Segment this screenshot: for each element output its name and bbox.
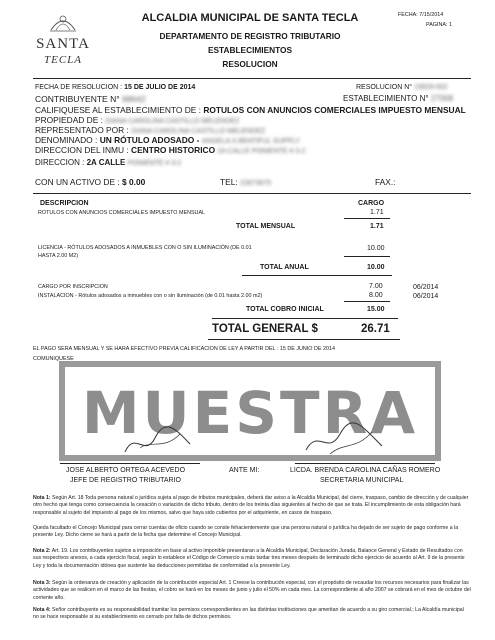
tel-value: 22873670	[240, 180, 272, 187]
total-anual-value: 10.00	[367, 264, 385, 271]
sample-watermark-text: MUESTRA	[81, 379, 419, 447]
direccion-extra: PONIENTE # 3-2	[127, 160, 182, 167]
note-3	[33, 580, 471, 602]
fecha-resolucion-label: FECHA DE RESOLUCION :	[35, 84, 123, 91]
total-general-value: 26.71	[361, 323, 390, 335]
instalacion-value: 8.00	[369, 292, 383, 299]
propiedad-value: DIANA CAROLINA CASTILLO MELENDEZ	[105, 118, 240, 125]
instalacion-description: INSTALACION - Rótulos adosados a inmuebles con o sin iluminación (de 0.01 hasta 2.00 m2)	[38, 293, 263, 299]
direccion-row	[35, 158, 181, 167]
total-anual-divider	[242, 275, 392, 276]
propiedad-label: PROPIEDAD DE :	[35, 115, 103, 125]
instalacion-date: 06/2014	[413, 293, 439, 300]
denominado-label: DENOMINADO :	[35, 135, 98, 145]
note-1	[33, 495, 471, 517]
description-header: DESCRIPCION	[40, 200, 89, 207]
contribuyente-label: CONTRIBUYENTE N°	[35, 94, 120, 104]
direccion-inmueble-value: CENTRO HISTORICO	[131, 145, 216, 155]
fecha-resolucion-value: 15 DE JULIO DE 2014	[124, 84, 196, 91]
note-4	[33, 607, 471, 622]
activo-row	[35, 177, 145, 187]
representado-label: REPRESENTADO POR :	[35, 125, 129, 135]
direccion-value: 2A CALLE	[86, 158, 126, 167]
tel-label: TEL:	[220, 177, 238, 187]
resolucion-value: 19929-002	[414, 84, 448, 91]
item1-description: ROTULOS CON ANUNCIOS COMERCIALES IMPUESTO MENSUAL	[38, 210, 206, 216]
total-general-label: TOTAL GENERAL $	[212, 323, 318, 335]
note-4-text: Señor contribuyente es su responsabilidad tramitar los permisos correspondientes en las distintas instituciones que ameritan de acuerdo a su giro comercial.; La Alcaldía municipal no se hace responsable si su establecimiento es cerrado por falta de dichos permisos.	[33, 607, 464, 621]
left-signer-title: JEFE DE REGISTRO TRIBUTARIO	[70, 477, 181, 484]
establecimiento-value: 27008	[430, 94, 454, 103]
crest-icon	[48, 10, 78, 34]
total-cobro-label: TOTAL COBRO INICIAL	[246, 306, 324, 313]
total-mensual-label: TOTAL MENSUAL	[236, 223, 296, 230]
licencia-value: 10.00	[367, 245, 385, 252]
propiedad-row	[35, 115, 239, 125]
note-1b	[33, 525, 471, 540]
page-title: ALCALDIA MUNICIPAL DE SANTA TECLA	[141, 12, 359, 24]
item1-value: 1.71	[370, 209, 384, 216]
item1-underline	[344, 218, 390, 219]
left-signature-line	[60, 463, 200, 464]
print-date: FECHA: 7/15/2014	[398, 12, 444, 18]
representado-row	[35, 125, 265, 135]
total-cobro-divider	[212, 318, 398, 319]
resolucion-label: RESOLUCION N°	[356, 84, 413, 91]
califiquese-value: ROTULOS CON ANUNCIOS COMERCIALES IMPUESTO MENSUAL	[203, 105, 466, 115]
logo-text-tecla: TECLA	[43, 54, 82, 66]
denominado-value: UN RÓTULO ADOSADO -	[99, 135, 200, 145]
logo-text-santa: SANTA	[36, 36, 90, 52]
department-title: DEPARTAMENTO DE REGISTRO TRIBUTARIO	[159, 31, 341, 41]
contribuyente-row	[35, 94, 146, 104]
right-signature-icon	[300, 420, 390, 460]
califiquese-row	[35, 105, 466, 115]
direccion-label: DIRECCION :	[35, 158, 85, 167]
left-signature-icon	[120, 420, 200, 460]
representado-value: DIANA CAROLINA CASTILLO MELENDEZ	[131, 128, 266, 135]
total-cobro-value: 15.00	[367, 306, 385, 313]
fax-label: FAX.:	[375, 177, 396, 187]
licencia-description-2: HASTA 2.00 M2)	[38, 253, 79, 259]
denominado-row	[35, 135, 300, 145]
municipal-logo	[22, 10, 104, 72]
info-divider	[33, 193, 471, 194]
denominado-extra: ANGELA S BEATIFUL SUPPLY	[201, 138, 301, 145]
inscripcion-description: CARGO POR INSCRIPCION	[38, 284, 108, 290]
fecha-resolucion-row	[35, 84, 195, 91]
direccion-inmueble-row	[35, 145, 305, 155]
ante-mi-label: ANTE MI:	[229, 467, 260, 474]
licencia-underline	[344, 256, 390, 257]
tel-row	[220, 177, 271, 187]
total-anual-label: TOTAL ANUAL	[260, 264, 309, 271]
note-2-text: Art. 19. Los contribuyentes sujetos a imposición en base al activo imponible presentaran a la Alcaldía Municipal, Declaración Jurada, Balance General y Estado de Resultados con sus respectivos anexos, a cada ejercicio fiscal, según lo establece el Código de Comercio a más tardar tres meses después de terminado dicho ejercicio de acuerdo al Art. 9 de la presente Ley y toda la documentación idónea que sustente las deducciones permitidas de conformidad a la presente Ley.	[33, 548, 465, 569]
establecimiento-row	[343, 94, 453, 103]
inscripcion-value: 7.00	[369, 283, 383, 290]
instalacion-underline	[344, 301, 390, 302]
note-3-text: Según la ordenanza de creación y aplicación de la contribución especial Art. 1 Creese la contribución especial, con el propósito de recaudar los recursos necesarios para finalizar las actividades que se realicen en el marco de las fiestas, el cobro se hará en los meses de junio y julio el 50% en cada mes. La correspondiente al año 2007 se cobrará en el mes de octubre del corriente año.	[33, 580, 471, 601]
header-divider	[33, 78, 471, 79]
left-signer-name: JOSE ALBERTO ORTEGA ACEVEDO	[66, 467, 186, 474]
activo-label: CON UN ACTIVO DE :	[35, 177, 120, 187]
right-signature-line	[295, 463, 435, 464]
note-1-text: Según Art. 18 Toda persona natural o jurídica sujeta al pago de tributos municipales, deberá dar aviso a la Alcaldía Municipal, del cierre, traspaso, cambio de dirección y de cualquier otro hecho que tenga como consecuencia la cesación o variación de dicho tributo, dentro de los treinta días siguientes al hecho de que se trata. El incumplimiento de esta obligación hará responsable al sujeto del impuesto al pago de los mismos, salvo que haya sido cubiertos por el adquiriente, en casos de traspaso.	[33, 495, 469, 516]
resolucion-row	[356, 84, 448, 91]
note-1b-text: Queda facultado el Concejo Municipal para cerrar cuentas de oficio cuando se conste fehacientemente que una persona natural o jurídica ha dejado de ser sujeto de pago conforme a la presente Ley. Dicho cierre se hará a partir de la fecha que determine el Concejo Municipal.	[33, 525, 459, 539]
document-title: RESOLUCION	[222, 59, 278, 69]
note-3-label: Nota 3:	[33, 580, 51, 586]
page-number: PAGINA: 1	[426, 22, 452, 28]
note-1-label: Nota 1:	[33, 495, 51, 501]
cargo-header: CARGO	[358, 200, 385, 207]
licencia-description: LICENCIA - RÓTULOS ADOSADOS A INMUEBLES CON O SIN ILUMINACIÓN (DE 0.01	[38, 245, 252, 251]
direccion-inmueble-extra: 2A CALLE PONIENTE # 3-2	[217, 148, 306, 155]
note-2	[33, 548, 471, 570]
contribuyente-value: 98642	[122, 94, 146, 104]
pago-text: EL PAGO SERA MENSUAL Y SE HARA EFECTIVO PREVIA CALIFICACION DE LEY A PARTIR DEL : 15 DE JUNIO DE 2014	[33, 346, 335, 352]
direccion-inmueble-label: DIRECCION DEL INMU :	[35, 145, 129, 155]
comuniquese-text: COMUNIQUESE	[33, 356, 74, 362]
total-general-underline	[208, 339, 400, 340]
establecimiento-label: ESTABLECIMIENTO N°	[343, 94, 429, 103]
right-signer-name: LICDA. BRENDA CAROLINA CAÑAS ROMERO	[290, 467, 441, 474]
section-title: ESTABLECIMIENTOS	[207, 45, 293, 55]
note-4-label: Nota 4:	[33, 607, 51, 613]
activo-value: $ 0.00	[122, 177, 146, 187]
right-signer-title: SECRETARIA MUNICIPAL	[320, 477, 404, 484]
note-2-label: Nota 2:	[33, 548, 51, 554]
califiquese-label: CALIFIQUESE AL ESTABLECIMIENTO DE :	[35, 105, 201, 115]
inscripcion-date: 06/2014	[413, 284, 439, 291]
total-mensual-value: 1.71	[370, 223, 384, 230]
